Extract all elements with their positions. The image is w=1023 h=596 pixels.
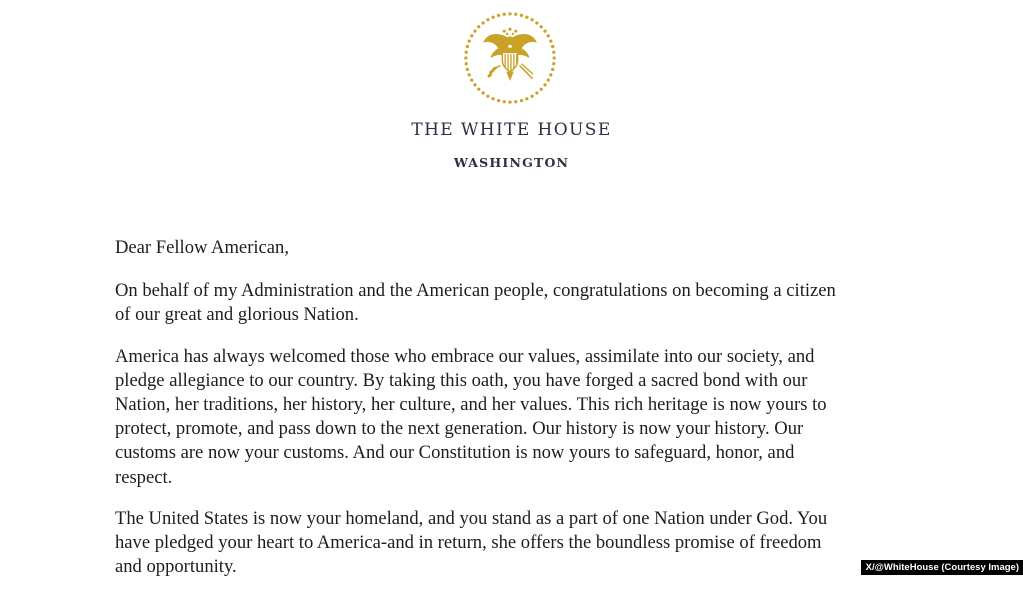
seal-ring-dot [551, 68, 554, 71]
seal-ring-dot [470, 34, 473, 37]
letter-body [115, 236, 915, 596]
seal-ring-dot [540, 88, 543, 91]
seal-ring-dot [552, 62, 555, 65]
seal-ring-dot [543, 83, 546, 86]
seal-ring-dot [468, 39, 471, 42]
seal-ring-dot [514, 100, 517, 103]
seal-ring-dot [464, 56, 467, 59]
seal-ring-dot [481, 21, 484, 24]
seal-ring-dot [535, 91, 538, 94]
seal-ring-dot [543, 29, 546, 32]
seal-ring-dot [477, 25, 480, 28]
seal-ring-dot [549, 39, 552, 42]
paragraph-values: America has always welcomed those who embrace our values, assimilate into our society, and pledge allegiance to our country. By taking this oath, you have forged a sacred bond with our Nation, her traditions, her history, her culture, and her values. This rich heritage is now yours to protect, promote, and pass down to the next generation. Our history is now your history. Our customs are now your customs. And our Constitution is now yours to safeguard, honor, and respect. [115, 345, 827, 488]
letterhead-title: THE WHITE HOUSE [411, 120, 612, 140]
seal-ring-dot [530, 95, 533, 98]
presidential-seal-icon [462, 10, 558, 106]
seal-ring-dot [466, 45, 469, 48]
seal-ring-dot [553, 56, 556, 59]
seal-ring-dot [503, 13, 506, 16]
paragraph-homeland: The United States is now your homeland, and you stand as a part of one Nation under God. You have pledged your heart to America-and in return, she offers the boundless promise of freedom and opportunity. [115, 507, 828, 578]
seal-ring-dot [547, 34, 550, 37]
seal-ring-dot [535, 21, 538, 24]
seal-ring-dot [520, 14, 523, 17]
seal-ring-dot [477, 88, 480, 91]
salutation: Dear Fellow American, [115, 237, 289, 258]
seal-ring-dot [520, 99, 523, 102]
letterhead-subtitle: WASHINGTON [453, 155, 570, 170]
seal-ring-dot [491, 97, 494, 100]
seal-ring-dot [547, 78, 550, 81]
seal-ring-dot [525, 97, 528, 100]
seal-ring-dot [486, 18, 489, 21]
seal-ring-dot [468, 73, 471, 76]
seal-ring-dot [497, 14, 500, 17]
image-credit: X/@WhiteHouse (Courtesy Image) [861, 560, 1023, 575]
seal-ring-dot [552, 51, 555, 54]
seal-ring-dot [508, 101, 511, 104]
seal-ring-dot [481, 91, 484, 94]
seal-ring-dot [465, 62, 468, 65]
seal-ring-dot [551, 45, 554, 48]
seal-ring-dot [491, 16, 494, 19]
seal-ring-dot [486, 95, 489, 98]
seal-ring-dot [540, 25, 543, 28]
seal-ring-dot [470, 78, 473, 81]
seal-ring-dot [549, 73, 552, 76]
seal-ring-dot [473, 83, 476, 86]
seal-ring-dot [503, 100, 506, 103]
seal-ring-dot [508, 12, 511, 15]
seal-ring-dot [497, 99, 500, 102]
seal-ring-dot [514, 13, 517, 16]
seal-ring-dot [530, 18, 533, 21]
paragraph-congratulations: On behalf of my Administration and the American people, congratulations on becoming a citizen of our great and glorious Nation. [115, 280, 836, 326]
seal-ring-dot [525, 16, 528, 19]
seal-ring-dot [466, 68, 469, 71]
seal-ring-dot [465, 51, 468, 54]
seal-ring-dot [473, 29, 476, 32]
